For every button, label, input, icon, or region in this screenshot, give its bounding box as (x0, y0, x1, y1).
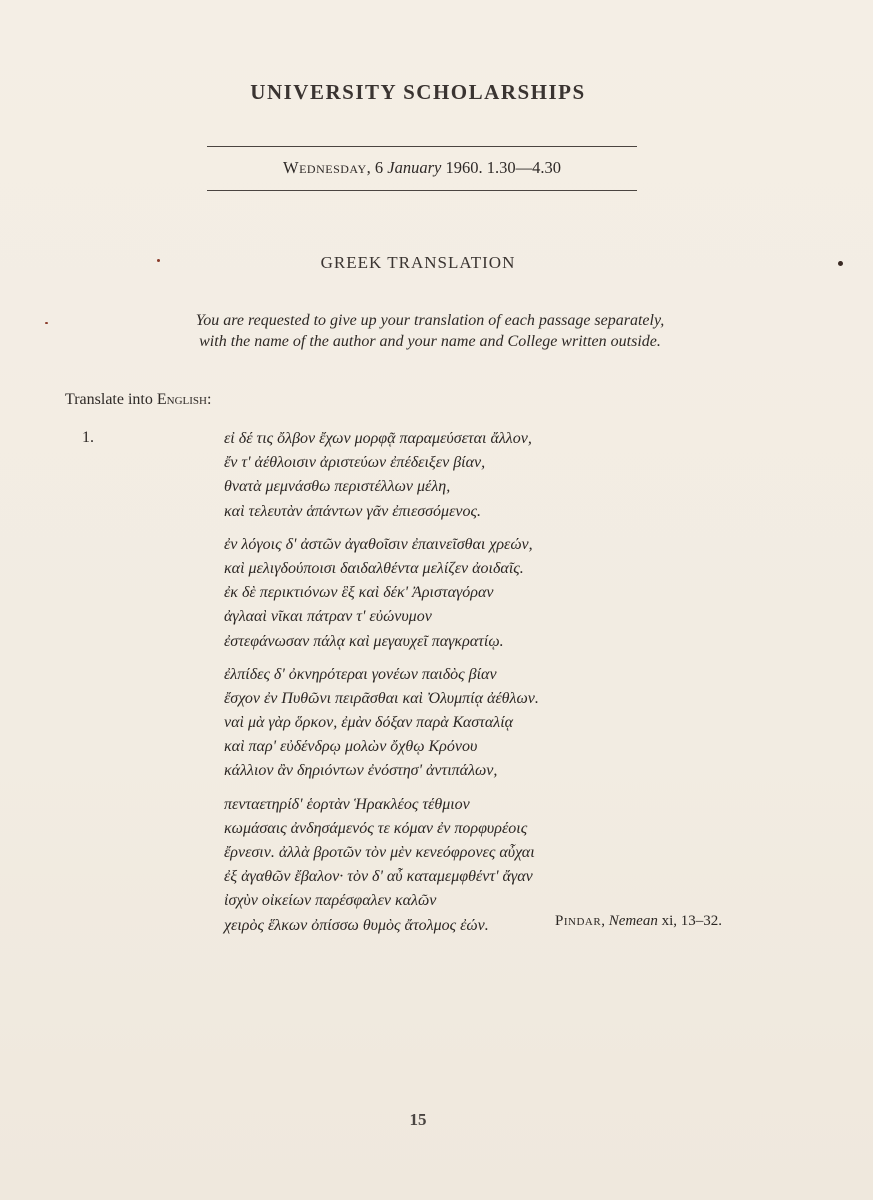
verse-line: κωμάσαις ἀνδησάμενός τε κόμαν ἐν πορφυρέοις (224, 819, 528, 837)
verse-line: ἐστεφάνωσαν πάλᾳ καὶ μεγαυχεῖ παγκρατίῳ. (224, 632, 504, 650)
passage-number: 1. (82, 429, 94, 446)
verse-line: ἔρνεσιν. ἀλλὰ βροτῶν τὸν μὲν κενεόφρονες αὖχαι (224, 844, 535, 861)
verse-line: καὶ μελιγδούποισι δαιδαλθέντα μελίζεν ἀοιδαῖς. (224, 559, 524, 577)
stanza (224, 427, 539, 524)
verse-line: ἔν τ' ἀέθλοισιν ἀριστεύων ἐπέδειξεν βίαν, (224, 454, 486, 472)
verse-line: ἐν λόγοις δ' ἀστῶν ἀγαθοῖσιν ἐπαινεῖσθαι χρεών, (224, 535, 533, 553)
page-number: 15 (409, 1110, 427, 1129)
verse-line: εἰ δέ τις ὄλβον ἔχων μορφᾷ παραμεύσεται ἄλλον, (224, 430, 532, 447)
verse-line: ἀγλααὶ νῖκαι πάτραν τ' εὐώνυμον (224, 608, 432, 626)
paper-speck (838, 261, 843, 266)
date-day: , 6 (366, 158, 388, 177)
instruction-line: You are requested to give up your translation of each passage separately, (195, 312, 665, 329)
date-month: January (387, 158, 442, 177)
bottom-rule (207, 190, 637, 191)
translate-suffix: : (206, 391, 212, 408)
stanza (224, 793, 539, 938)
translate-prefix: Translate into (65, 391, 157, 408)
exam-date (207, 158, 637, 178)
author-name: Pindar (555, 913, 602, 929)
translate-direction (65, 391, 211, 409)
verse-line: ναὶ μὰ γὰρ ὅρκον, ἐμὰν δόξαν παρὰ Κασταλίᾳ (224, 714, 514, 732)
verse-line: καὶ τελευτὰν ἁπάντων γᾶν ἐπιεσσόμενος. (224, 502, 481, 520)
verse-line: ἐκ δὲ περικτιόνων ἓξ καὶ δέκ' Ἀρισταγόραν (224, 584, 494, 602)
verse-line: πενταετηρίδ' ἑορτὰν Ἡρακλέος τέθμιον (224, 795, 470, 813)
attribution: Pindar, Nemean xi, 13–32. (555, 913, 723, 929)
work-title: Nemean (608, 913, 658, 929)
instructions (120, 310, 740, 352)
paper-speck (45, 322, 48, 324)
work-reference: xi, 13–32. (657, 913, 723, 929)
verse-line: ἐλπίδες δ' ὀκνηρότεραι γονέων παιδὸς βίαν (224, 665, 497, 683)
date-weekday: Wednesday (283, 158, 367, 177)
stanza (224, 533, 539, 654)
verse-line: χειρὸς ἕλκων ὀπίσσω θυμὸς ἄτολμος ἐών. (224, 916, 489, 934)
date-rest: 1960. 1.30—4.30 (441, 158, 561, 177)
page-title: UNIVERSITY SCHOLARSHIPS (250, 80, 586, 104)
subject-heading: GREEK TRANSLATION (320, 253, 516, 272)
verse-line: ἐξ ἀγαθῶν ἔβαλον· τὸν δ' αὖ καταμεμφθέντ' ἄγαν (224, 868, 533, 886)
verse-line: καὶ παρ' εὐδένδρῳ μολὼν ὄχθῳ Κρόνου (224, 738, 478, 756)
verse-line: ἔσχον ἐν Πυθῶνι πειρᾶσθαι καὶ Ὀλυμπίᾳ ἀέθλων. (224, 689, 539, 707)
verse-line: ἰσχὺν οἰκείων παρέσφαλεν καλῶν (224, 892, 437, 910)
greek-passage (224, 427, 539, 947)
paper-speck (157, 259, 160, 262)
instruction-line: with the name of the author and your name and College written outside. (199, 333, 661, 350)
top-rule (207, 146, 637, 147)
verse-line: κάλλιον ἂν δηριόντων ἐνόστησ' ἀντιπάλων, (224, 762, 498, 780)
stanza (224, 663, 539, 784)
verse-line: θνατὰ μεμνάσθω περιστέλλων μέλη, (224, 478, 451, 496)
translate-language: English (156, 391, 207, 408)
